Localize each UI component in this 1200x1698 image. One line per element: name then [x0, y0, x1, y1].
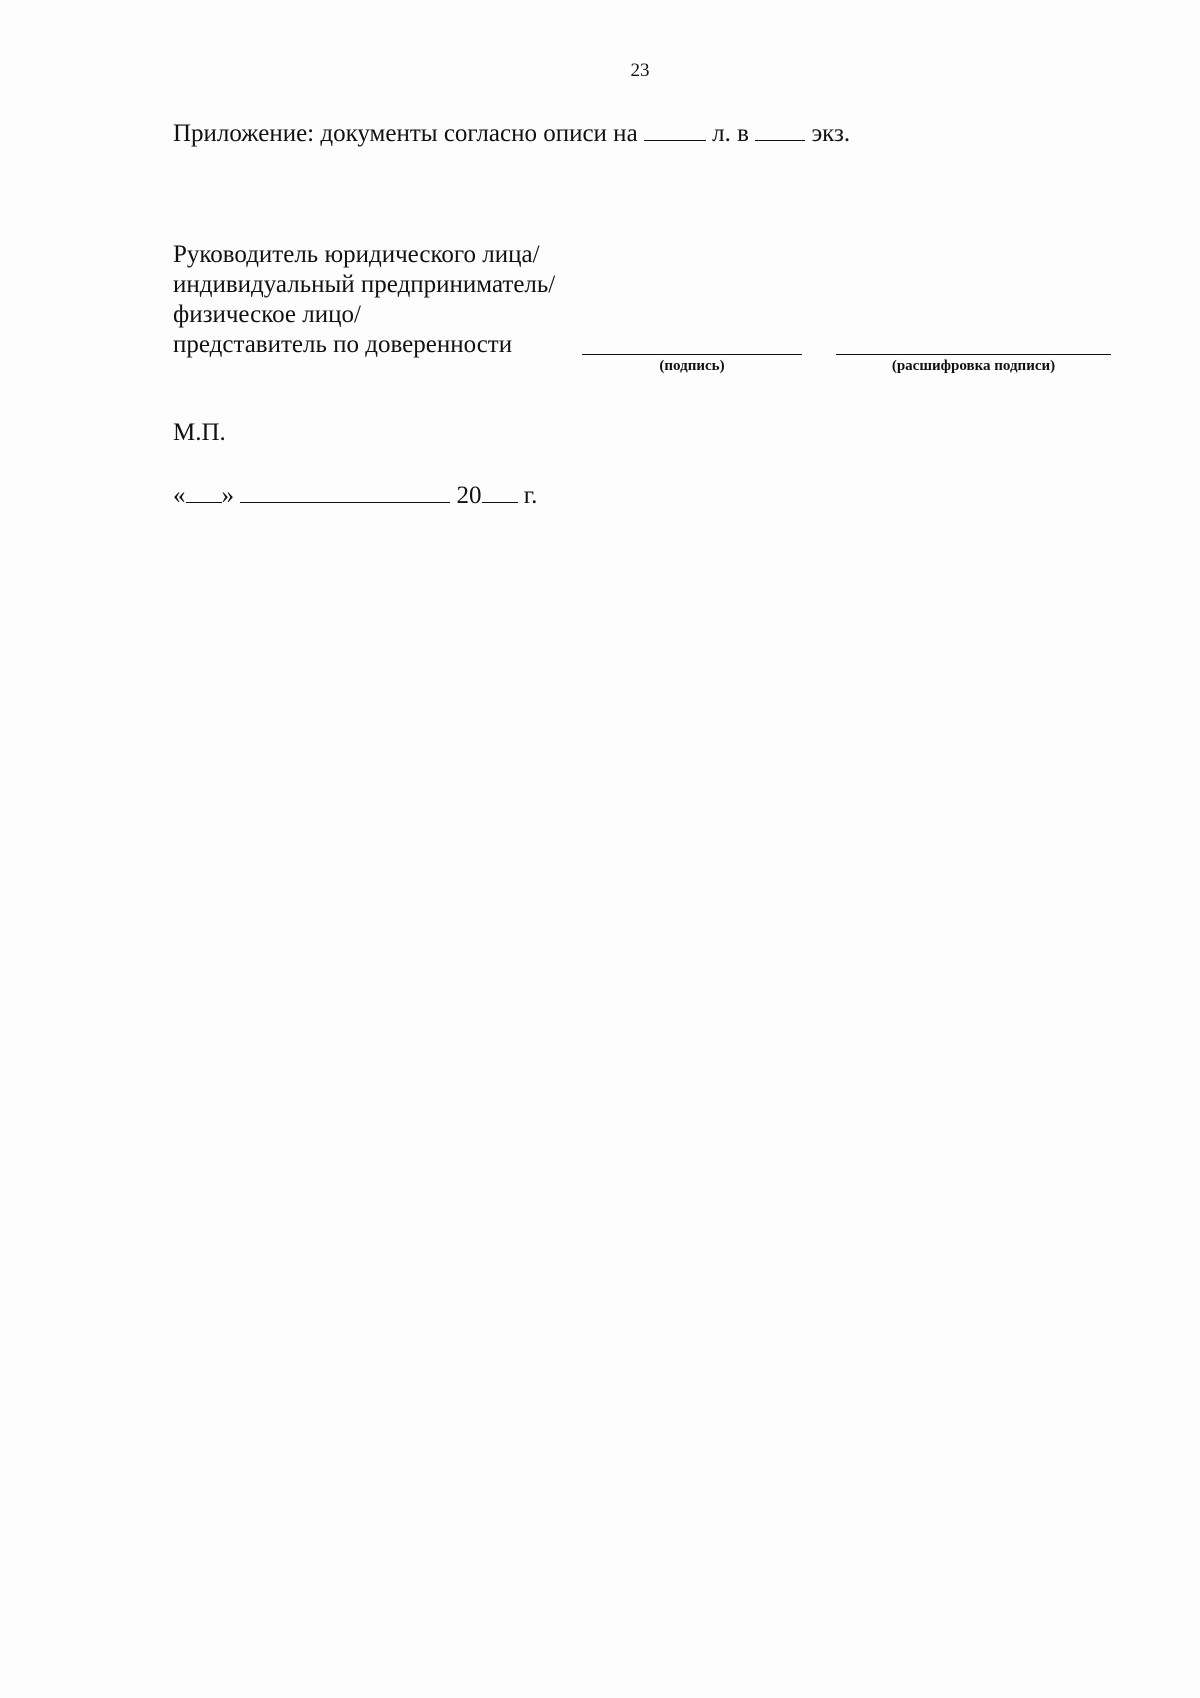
signer-block: [173, 240, 555, 360]
month-blank[interactable]: [240, 480, 450, 503]
year-suffix: г.: [523, 482, 538, 509]
year-blank[interactable]: [482, 480, 518, 503]
stamp-label: М.П.: [173, 419, 226, 446]
date-line: [173, 480, 537, 511]
signer-line: физическое лицо/: [173, 301, 361, 328]
signature-decode-field[interactable]: [836, 354, 1111, 375]
signer-line: представитель по доверенности: [173, 331, 513, 358]
date-open-quote: «: [173, 482, 186, 509]
day-blank[interactable]: [186, 480, 222, 503]
year-prefix: 20: [456, 482, 482, 509]
sheets-count-blank[interactable]: [644, 118, 706, 141]
attachment-line: [173, 118, 850, 149]
page-number: 23: [630, 60, 650, 81]
date-close-quote: »: [221, 482, 234, 509]
signature-decode-caption: (расшифровка подписи): [891, 358, 1056, 374]
signature-field[interactable]: [582, 354, 802, 375]
signer-line: Руководитель юридического лица/: [173, 241, 540, 268]
copies-count-blank[interactable]: [755, 118, 805, 141]
signer-line: индивидуальный предприниматель/: [173, 271, 556, 298]
copies-unit: экз.: [811, 120, 851, 147]
signature-caption: (подпись): [659, 358, 725, 374]
sheets-unit: л. в: [712, 120, 749, 147]
attachment-prefix: Приложение: документы согласно описи на: [173, 120, 638, 147]
